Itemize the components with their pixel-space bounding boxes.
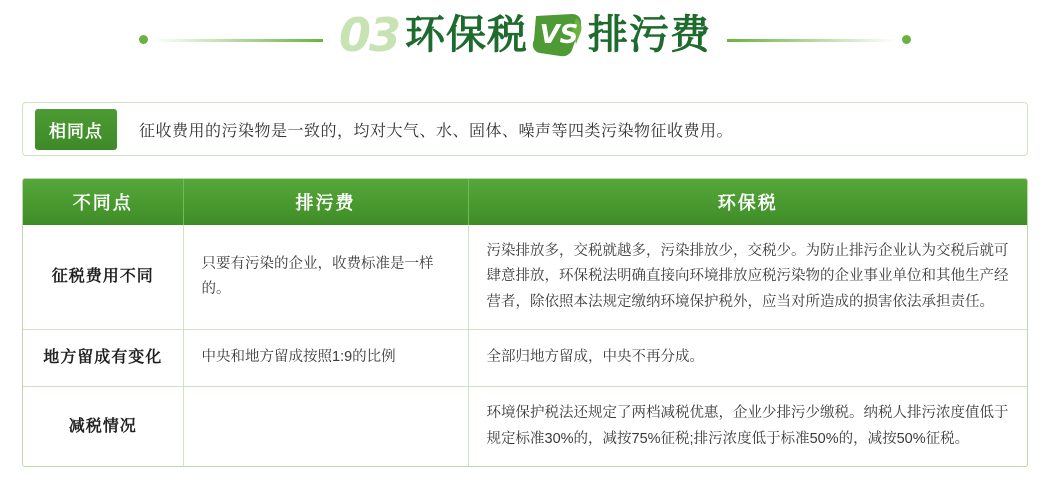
comparison-table [22,178,1028,467]
row-tax-cell: 环境保护税法还规定了两档减税优惠，企业少排污少缴税。纳税人排污浓度值低于规定标准30%的，减按75%征税;排污浓度低于标准50%的，减按50%征税。 [468,387,1027,466]
table-header-fee: 排污费 [183,179,468,225]
row-title: 征税费用不同 [23,225,183,330]
similarity-box [22,102,1028,156]
table-header-row [23,179,1027,225]
vs-label: VS [539,20,579,50]
header-rule-left [153,39,323,42]
header-dot-left-icon [139,35,148,44]
table-row [23,387,1027,466]
table-header-difference: 不同点 [23,179,183,225]
table-row [23,225,1027,330]
table-header-tax: 环保税 [468,179,1027,225]
similarity-text: 征收费用的污染物是一致的，均对大气、水、固体、噪声等四类污染物征收费用。 [139,122,734,140]
header-rule-right [727,39,897,42]
row-tax-cell: 全部归地方留成，中央不再分成。 [468,330,1027,387]
vs-badge [532,12,584,58]
row-title: 减税情况 [23,387,183,466]
page-header [0,0,1050,70]
row-fee-cell: 只要有污染的企业，收费标准是一样的。 [183,225,468,330]
page-title-left: 环保税 [405,13,528,57]
row-tax-cell: 污染排放多，交税就越多，污染排放少，交税少。为防止排污企业认为交税后就可肆意排放，环保税法明确直接向环境排放应税污染物的企业事业单位和其他生产经营者，除依照本法规定缴纳环境保护税外，应当对所造成的损害依法承担责任。 [486,243,1009,310]
header-title-group [339,6,711,64]
page-title-right: 排污费 [588,13,711,57]
row-title: 地方留成有变化 [23,330,183,387]
table-row [23,330,1027,387]
section-number: 03 [338,8,399,62]
header-dot-right-icon [902,35,911,44]
row-fee-cell: 中央和地方留成按照1:9的比例 [183,330,468,387]
row-fee-cell [183,387,468,466]
similarity-label: 相同点 [35,109,117,150]
